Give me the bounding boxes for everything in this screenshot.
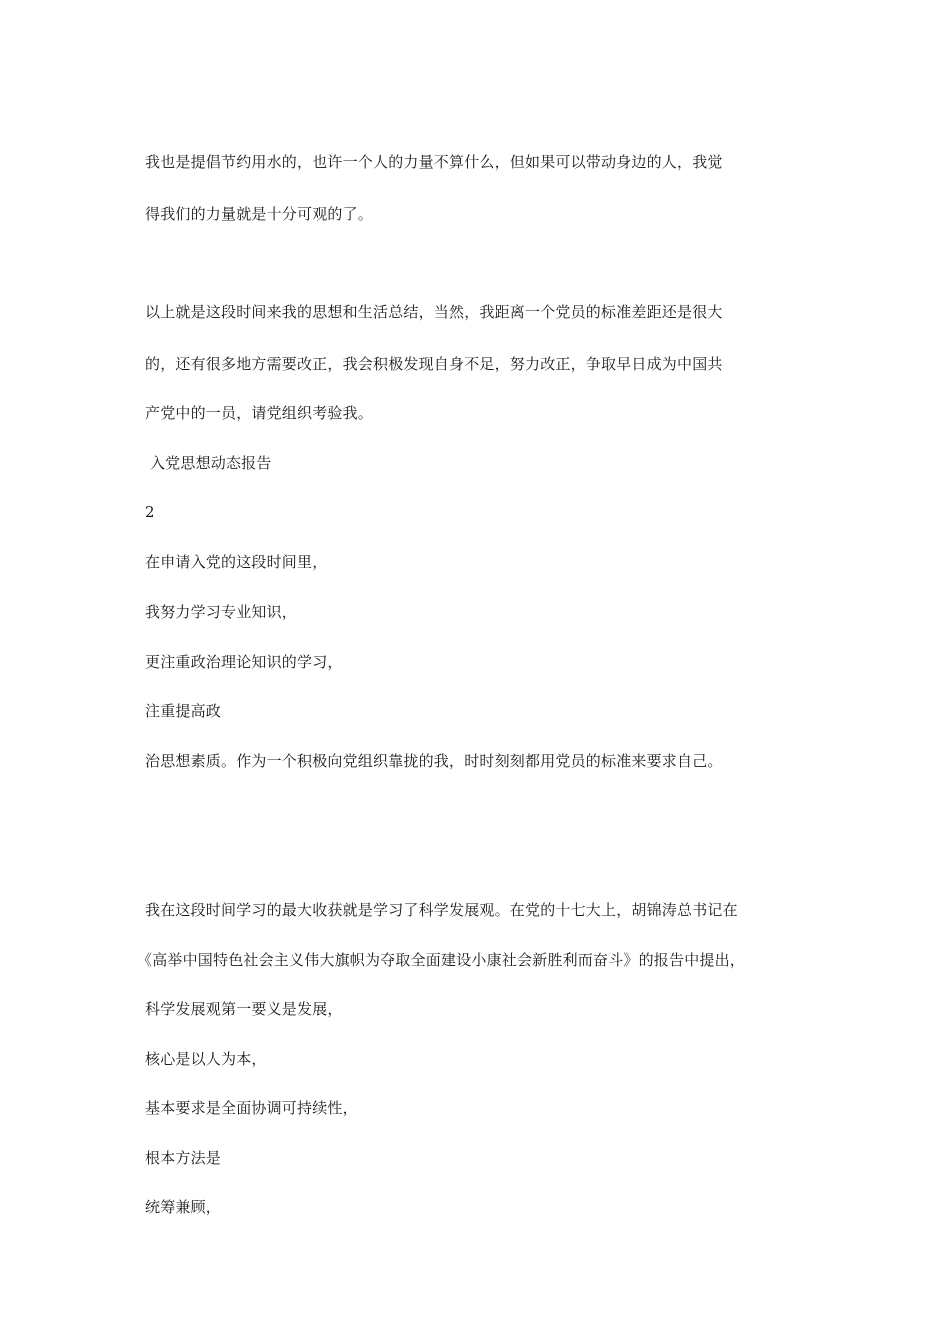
paragraph-line: 统筹兼顾，: [145, 1198, 222, 1216]
paragraph-line: 注重提高政: [145, 702, 222, 720]
paragraph-line: 在申请入党的这段时间里，: [145, 553, 328, 571]
paragraph-line: 我在这段时间学习的最大收获就是学习了科学发展观。在党的十七大上，胡锦涛总书记在: [145, 901, 738, 919]
paragraph-line: 基本要求是全面协调可持续性，: [145, 1099, 358, 1117]
paragraph-line: 以上就是这段时间来我的思想和生活总结，当然，我距离一个党员的标准差距还是很大: [145, 303, 723, 321]
paragraph-line: 更注重政治理论知识的学习，: [145, 653, 343, 671]
paragraph-line: 根本方法是: [145, 1149, 222, 1167]
paragraph-line: 我也是提倡节约用水的，也许一个人的力量不算什么，但如果可以带动身边的人，我觉: [145, 153, 723, 171]
paragraph-line: 得我们的力量就是十分可观的了。: [145, 205, 374, 223]
paragraph-line: 产党中的一员，请党组织考验我。: [145, 404, 374, 422]
section-number: 2: [145, 503, 155, 521]
paragraph-line: 核心是以人为本，: [145, 1050, 267, 1068]
paragraph-line: 我努力学习专业知识，: [145, 603, 298, 621]
paragraph-line: 《高举中国特色社会主义伟大旗帜为夺取全面建设小康社会新胜利而奋斗》的报告中提出，: [137, 951, 746, 969]
paragraph-line: 治思想素质。作为一个积极向党组织靠拢的我，时时刻刻都用党员的标准来要求自己。: [145, 752, 723, 770]
section-heading: 入党思想动态报告: [145, 454, 272, 472]
paragraph-line: 的，还有很多地方需要改正，我会积极发现自身不足，努力改正，争取早日成为中国共: [145, 355, 723, 373]
paragraph-line: 科学发展观第一要义是发展，: [145, 1000, 343, 1018]
